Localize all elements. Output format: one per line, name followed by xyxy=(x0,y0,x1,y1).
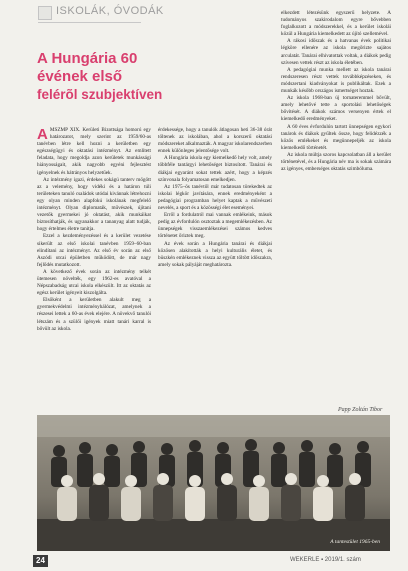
section-icon xyxy=(38,6,52,20)
article-subtitle: felérõl szubjektíven xyxy=(37,87,163,102)
paragraph: Erről a fordulatról mai vannak emlékeink, mások pedig az évfordulón osztoztak a megemlékezésben. Az ünnepségek visszaemlékezései számos kedves történetet őriztek meg. xyxy=(158,212,272,240)
article-column-3 xyxy=(281,10,391,405)
paragraph: Az évek során a Hungária tanárai és diákjai közösen alakították a helyi kulturális életet, és büszkén emlékeznek vissza az együtt töltött időszakra, amely sokak pályáját meghatározta. xyxy=(158,240,272,268)
paragraph: Elsőként a kerületben alakult meg a gyermekvédelmi intézményhálózat, amelynek a részesei lettek a 60-as évek elejére. A növekvő tanulói létszám és a szülői igények miatt tanári karral is bővült az iskola. xyxy=(37,297,151,332)
publication-info: WEKERLE ▪ 2019/1. szám xyxy=(290,557,361,563)
photo-caption: A tantestület 1965-ben xyxy=(330,539,380,545)
header-divider xyxy=(38,22,141,23)
article-column-1 xyxy=(37,127,151,417)
paragraph: Az 1975–ös tanévtől már tudatosan törekedtek az iskolai légkör javítására, ennek eredményeként a pedagógiai programban helyet kaptak a művészeti nevelés, a sport és a közösségi élet eseményei. xyxy=(158,183,272,212)
paragraph: AMSZMP XIX. Kerületi Bizottsága homorú egy határozatot, mely szerint az 1959/60-as tanévben létre kell hozni a kerületben egy egészségügyi és oktatási intézményt. Az említett feladata, hogy megoldja azon kerületek munkássági hiányosságait, akik nagyobb egyéni fejlesztést igényelnek és hátrányos helyzetűek. xyxy=(37,127,151,176)
group-photo-image xyxy=(37,415,390,551)
section-label: ISKOLÁK, ÓVODÁK xyxy=(56,5,164,17)
page-footer xyxy=(0,552,408,571)
paragraph: A pedagógiai munka mellett az iskola tanárai rendszeresen részt vettek továbbképzéseken, és módszertani kiadványokat is publikáltak. Ezek a munkák később országos ismertséget hoztak. xyxy=(281,66,391,95)
dropcap: A xyxy=(37,127,48,143)
paragraph: érdekessége, hogy a tanulók átlagosan heti 36-38 órát töltenek az iskolában, ahol a korszerű oktatási módszereket alkalmazták. A magyar iskolarendszerben ennek különleges jelentősége volt. xyxy=(158,127,272,155)
article-column-2 xyxy=(158,127,272,417)
paragraph: A rákosi időszak és a hatvanas évek politikai légköre ellenére az iskola megőrizte sajátos arculatát. Tanárai elhivatottak voltak, a diákok pedig szívesen vettek részt az iskola életében. xyxy=(281,38,391,66)
author-signature: Papp Zoltán Tibor xyxy=(338,407,383,413)
paragraph: A Hungária iskola egy kiemelkedő hely volt, amely többféle tantárgyi lehetőséget biztosított. Tanárai és diákjai egyaránt sokat tettek azért, hogy a képzés színvonala folyamatosan emelkedjen. xyxy=(158,155,272,183)
article-title: A Hungária 60 évének első xyxy=(37,50,138,85)
paragraph: Az iskola 1968-ban új tornateremmel bővült, amely lehetővé tette a sportolási lehetőségek bővítését. A diákok számos versenyen értek el kiemelkedő eredményeket. xyxy=(281,95,391,123)
group-photo xyxy=(37,415,390,551)
page-number: 24 xyxy=(33,555,48,567)
paragraph: Az intézmény igazi, érdekes sokágú tanterv mögött az a velemény, hogy vidéki és a határon túli területeken tanuló családok utódai kivánnak létrehozni egy olyan minden alapfokú iskolának megfelelő intézményt. Olyan diplomaták, művészek, újítani vezetők gyermekei jó oktatást, akik munkáikat biztosíthatják, és ugyanakkor a tananyag alatt tudják, hogy értelmes életre tanítja. xyxy=(37,176,151,233)
paragraph: Az iskola múltja szoros kapcsolatban áll a kerület történetével, és a Hungária név ma is sokak számára az igényes, emberséges oktatás szimbóluma. xyxy=(281,151,391,173)
article-title-block xyxy=(37,50,187,120)
paragraph: A következő évek során az intézmény telkét ütemesen növelték, egy 1962-es avatóval a Népszabadság utcai iskola elkészült. Itt az oktatás az egész kerület igényeit kiszolgálta. xyxy=(37,268,151,297)
paragraph: A 60 éves évfordulón tartott ünnepségen egykori tanárok és diákok gyűltek össze, hogy felidézzék a közös emlékeket és megünnepeljék az iskola kiemelkedő történetét. xyxy=(281,123,391,151)
paragraph: elkezdett létezésünk egyszerű helyzete. A tudományos szakirodalom egyre bővebben foglalkozott a módszerekkel, és a kerület iskolái közül a Hungária kiemelkedett az újító szellemével. xyxy=(281,10,391,38)
paragraph: Ezzel a kezdeményezéssel és a kerület vezetése sikerült az első iskolai tanévben 1959–60-ban elindítani az intézményt. Az első év során az első Aszódi utcai épületben működött, de már nagy fejlődés mutatkozott. xyxy=(37,233,151,268)
